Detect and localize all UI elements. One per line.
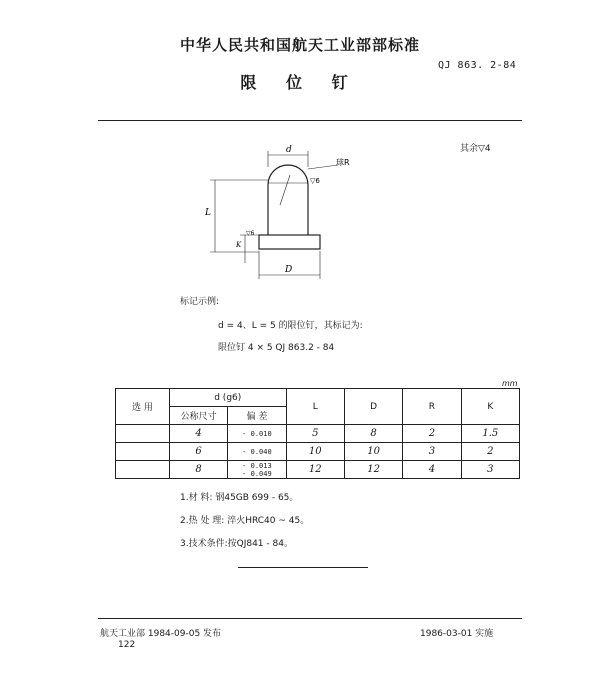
table-row: [116, 461, 520, 479]
cell-d: 6: [169, 443, 227, 461]
pin-flange: [259, 235, 320, 249]
part-drawing: [200, 135, 380, 290]
col-d: d (g6): [169, 389, 286, 407]
footer-divider: [98, 618, 522, 619]
table-row: [116, 425, 520, 443]
note-technical: 3.技术条件:按QJ841 - 84。: [180, 539, 293, 549]
table-row: [116, 443, 520, 461]
cell-D: 10: [344, 443, 402, 461]
table-header-row: [116, 389, 520, 407]
cell-d: 4: [169, 425, 227, 443]
cell-K: 1.5: [461, 425, 519, 443]
unit-label: mm: [502, 379, 518, 388]
organization-title: 中华人民共和国航天工业部部标准: [179, 36, 420, 54]
cell-d: 8: [169, 461, 227, 479]
note-heat-treatment: 2.热 处 理: 淬火HRC40 ~ 45。: [180, 516, 310, 526]
end-divider: [238, 567, 368, 568]
spec-table: [115, 388, 520, 479]
ball-r-label: 球R: [336, 158, 350, 167]
marking-heading: 标记示例:: [180, 297, 220, 307]
cell-D: 12: [344, 461, 402, 479]
cell-L: 5: [286, 425, 344, 443]
effective-date: 1986-03-01 实施: [420, 629, 494, 639]
cell-R: 3: [403, 443, 461, 461]
marking-example-code: 限位钉 4 × 5 QJ 863.2 - 84: [218, 343, 335, 353]
note-material: 1.材 料: 钢45GB 699 - 65。: [180, 493, 299, 503]
col-deviation: 偏 差: [228, 407, 286, 425]
cell-deviation: - 0.040: [228, 443, 286, 461]
cell-R: 2: [403, 425, 461, 443]
cell-L: 10: [286, 443, 344, 461]
dim-D-label: D: [285, 265, 293, 275]
cell-R: 4: [403, 461, 461, 479]
flange-finish-label: ▽6: [246, 230, 255, 237]
cell-K: 2: [461, 443, 519, 461]
document-title: 限 位 钉: [240, 73, 360, 92]
surface-finish-label: ▽6: [310, 177, 320, 185]
header-divider: [98, 120, 522, 121]
col-nominal: 公称尺寸: [169, 407, 227, 425]
cell-L: 12: [286, 461, 344, 479]
cell-D: 8: [344, 425, 402, 443]
cell-K: 3: [461, 461, 519, 479]
col-K: K: [461, 389, 519, 425]
marking-example-text: d = 4、L = 5 的限位钉，其标记为:: [218, 321, 363, 331]
col-L: L: [286, 389, 344, 425]
dim-K-label: K: [236, 241, 242, 249]
pin-dome: [268, 165, 308, 235]
dim-d-label: d: [286, 145, 292, 155]
roughness-note: 其余▽4: [460, 144, 491, 154]
cell-deviation: - 0.013 - 0.049: [228, 461, 286, 479]
col-D: D: [344, 389, 402, 425]
issue-info: 航天工业部 1984-09-05 发布: [100, 629, 222, 639]
cell-deviation: - 0.010: [228, 425, 286, 443]
page-number: 122: [118, 640, 136, 650]
standard-number: QJ 863. 2-84: [438, 60, 517, 71]
dim-L-label: L: [205, 208, 211, 218]
col-R: R: [403, 389, 461, 425]
col-select: 选 用: [116, 389, 170, 425]
